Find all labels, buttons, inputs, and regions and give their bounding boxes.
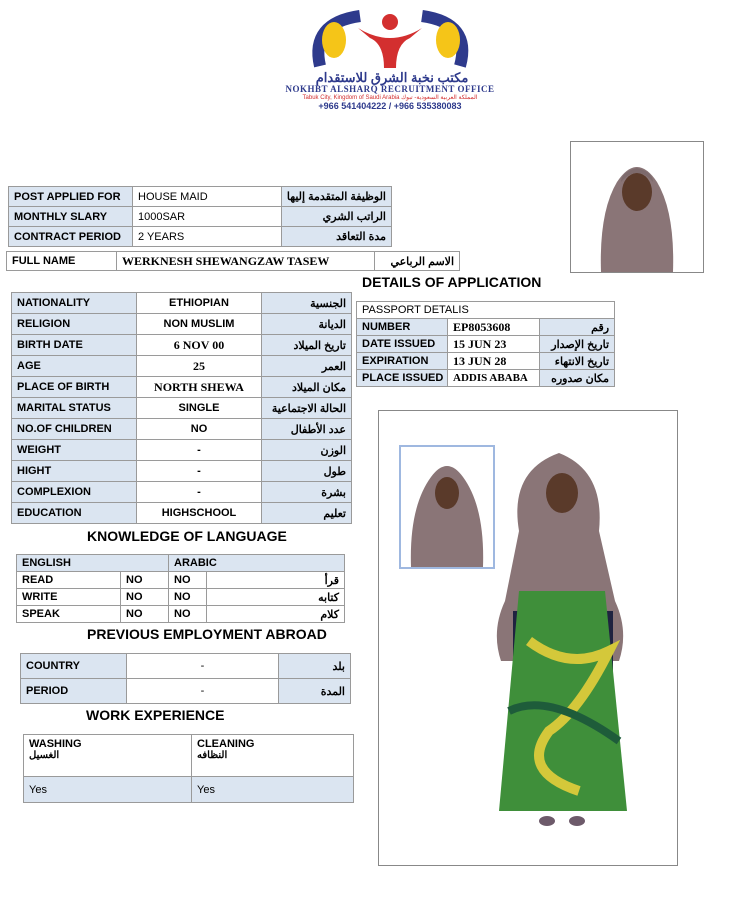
employment-value: - — [127, 679, 279, 704]
language-title: KNOWLEDGE OF LANGUAGE — [87, 528, 287, 544]
english-header: ENGLISH — [17, 555, 169, 572]
passport-arabic: رقم — [540, 319, 615, 336]
experience-washing-en: WASHING — [29, 738, 82, 750]
passport-value: 13 JUN 28 — [448, 353, 540, 370]
personal-table — [11, 292, 352, 524]
language-arabic-value: NO — [169, 572, 207, 589]
job-arabic: الوظيفة المتقدمة إليها — [282, 187, 392, 207]
personal-value: NON MUSLIM — [137, 314, 262, 335]
personal-label: NATIONALITY — [12, 293, 137, 314]
fullname-value: WERKNESH SHEWANGZAW TASEW — [117, 252, 375, 271]
employment-title: PREVIOUS EMPLOYMENT ABROAD — [87, 626, 327, 642]
personal-value: 6 NOV 00 — [137, 335, 262, 356]
personal-arabic: العمر — [262, 356, 352, 377]
personal-arabic: عدد الأطفال — [262, 419, 352, 440]
experience-title: WORK EXPERIENCE — [86, 707, 225, 723]
job-arabic: مدة التعاقد — [282, 227, 392, 247]
personal-arabic: الجنسية — [262, 293, 352, 314]
personal-label: MARITAL STATUS — [12, 398, 137, 419]
personal-value: NORTH SHEWA — [137, 377, 262, 398]
portrait-image — [571, 142, 703, 272]
language-row — [17, 589, 345, 606]
personal-arabic: تاريخ الميلاد — [262, 335, 352, 356]
passport-value: 15 JUN 23 — [448, 336, 540, 353]
passport-label: PLACE ISSUED — [357, 370, 448, 387]
experience-cleaning-value: Yes — [192, 777, 354, 803]
experience-washing-value: Yes — [24, 777, 192, 803]
personal-arabic: طول — [262, 461, 352, 482]
logo-english-name: NOKHBT ALSHARQ RECRUITMENT OFFICE — [285, 84, 495, 94]
personal-value: NO — [137, 419, 262, 440]
employment-label: PERIOD — [21, 679, 127, 704]
personal-arabic: الوزن — [262, 440, 352, 461]
full-body-photo — [378, 410, 678, 866]
passport-arabic: تاريخ الانتهاء — [540, 353, 615, 370]
personal-arabic: الديانة — [262, 314, 352, 335]
passport-row — [357, 370, 615, 387]
language-english-value: NO — [121, 606, 169, 623]
job-value: 2 YEARS — [133, 227, 282, 247]
personal-value: - — [137, 440, 262, 461]
personal-label: BIRTH DATE — [12, 335, 137, 356]
personal-row — [12, 335, 352, 356]
passport-row — [357, 319, 615, 336]
personal-value: - — [137, 461, 262, 482]
personal-arabic: تعليم — [262, 503, 352, 524]
fullname-table — [6, 251, 460, 271]
language-table — [16, 554, 345, 623]
personal-label: AGE — [12, 356, 137, 377]
employment-label: COUNTRY — [21, 654, 127, 679]
personal-row — [12, 356, 352, 377]
personal-row — [12, 398, 352, 419]
language-arabic: قرأ — [207, 572, 345, 589]
personal-value: ETHIOPIAN — [137, 293, 262, 314]
language-arabic: كتابه — [207, 589, 345, 606]
personal-row — [12, 419, 352, 440]
fullname-arabic: الاسم الرباعي — [375, 252, 460, 271]
personal-row — [12, 314, 352, 335]
job-label: CONTRACT PERIOD — [9, 227, 133, 247]
experience-cleaning-ar: النظافه — [197, 750, 228, 761]
fullname-label: FULL NAME — [7, 252, 117, 271]
personal-row — [12, 503, 352, 524]
job-value: HOUSE MAID — [133, 187, 282, 207]
personal-label: PLACE OF BIRTH — [12, 377, 137, 398]
personal-label: RELIGION — [12, 314, 137, 335]
job-label: POST APPLIED FOR — [9, 187, 133, 207]
passport-value: EP8053608 — [448, 319, 540, 336]
passport-row — [357, 336, 615, 353]
employment-row — [21, 654, 351, 679]
employment-arabic: المدة — [279, 679, 351, 704]
personal-label: EDUCATION — [12, 503, 137, 524]
job-label: MONTHLY SLARY — [9, 207, 133, 227]
language-row — [17, 606, 345, 623]
job-table — [8, 186, 392, 247]
personal-row — [12, 461, 352, 482]
job-arabic: الراتب الشري — [282, 207, 392, 227]
language-arabic-value: NO — [169, 606, 207, 623]
language-label: WRITE — [17, 589, 121, 606]
logo — [240, 8, 540, 113]
personal-row — [12, 293, 352, 314]
personal-label: COMPLEXION — [12, 482, 137, 503]
passport-label: EXPIRATION — [357, 353, 448, 370]
logo-location: Tabuk City, Kingdom of Saudi Arabia المملكة العربية السعودية- تبوك — [302, 95, 478, 101]
language-label: READ — [17, 572, 121, 589]
passport-arabic: تاريخ الإصدار — [540, 336, 615, 353]
personal-arabic: بشرة — [262, 482, 352, 503]
full-body-image — [379, 411, 677, 865]
personal-value: - — [137, 482, 262, 503]
language-label: SPEAK — [17, 606, 121, 623]
personal-value: 25 — [137, 356, 262, 377]
personal-label: WEIGHT — [12, 440, 137, 461]
personal-row — [12, 482, 352, 503]
experience-washing — [24, 735, 192, 777]
passport-label: NUMBER — [357, 319, 448, 336]
language-row — [17, 572, 345, 589]
employment-row — [21, 679, 351, 704]
passport-arabic: مكان صدوره — [540, 370, 615, 387]
logo-emblem — [240, 8, 540, 78]
personal-value: SINGLE — [137, 398, 262, 419]
logo-arabic-name: مكتب نخبة الشرق للاستقدام — [315, 70, 469, 85]
employment-table — [20, 653, 351, 704]
logo-phones: +966 541404222 / +966 535380083 — [318, 101, 462, 111]
employment-arabic: بلد — [279, 654, 351, 679]
personal-label: HIGHT — [12, 461, 137, 482]
experience-washing-ar: الغسيل — [29, 750, 60, 761]
job-row — [9, 207, 392, 227]
job-value: 1000SAR — [133, 207, 282, 227]
personal-arabic: مكان الميلاد — [262, 377, 352, 398]
experience-table — [23, 734, 354, 803]
personal-row — [12, 440, 352, 461]
personal-row — [12, 377, 352, 398]
experience-cleaning-en: CLEANING — [197, 738, 255, 750]
passport-title: PASSPORT DETALIS — [357, 302, 615, 319]
language-english-value: NO — [121, 589, 169, 606]
arabic-header: ARABIC — [169, 555, 345, 572]
details-title: DETAILS OF APPLICATION — [362, 274, 542, 290]
language-arabic-value: NO — [169, 589, 207, 606]
passport-value: ADDIS ABABA — [448, 370, 540, 387]
personal-label: NO.OF CHILDREN — [12, 419, 137, 440]
experience-cleaning — [192, 735, 354, 777]
personal-arabic: الحالة الاجتماعية — [262, 398, 352, 419]
job-row — [9, 227, 392, 247]
passport-row — [357, 353, 615, 370]
passport-table — [356, 301, 615, 387]
passport-photo — [570, 141, 704, 273]
language-english-value: NO — [121, 572, 169, 589]
personal-value: HIGHSCHOOL — [137, 503, 262, 524]
job-row — [9, 187, 392, 207]
employment-value: - — [127, 654, 279, 679]
language-arabic: كلام — [207, 606, 345, 623]
passport-label: DATE ISSUED — [357, 336, 448, 353]
